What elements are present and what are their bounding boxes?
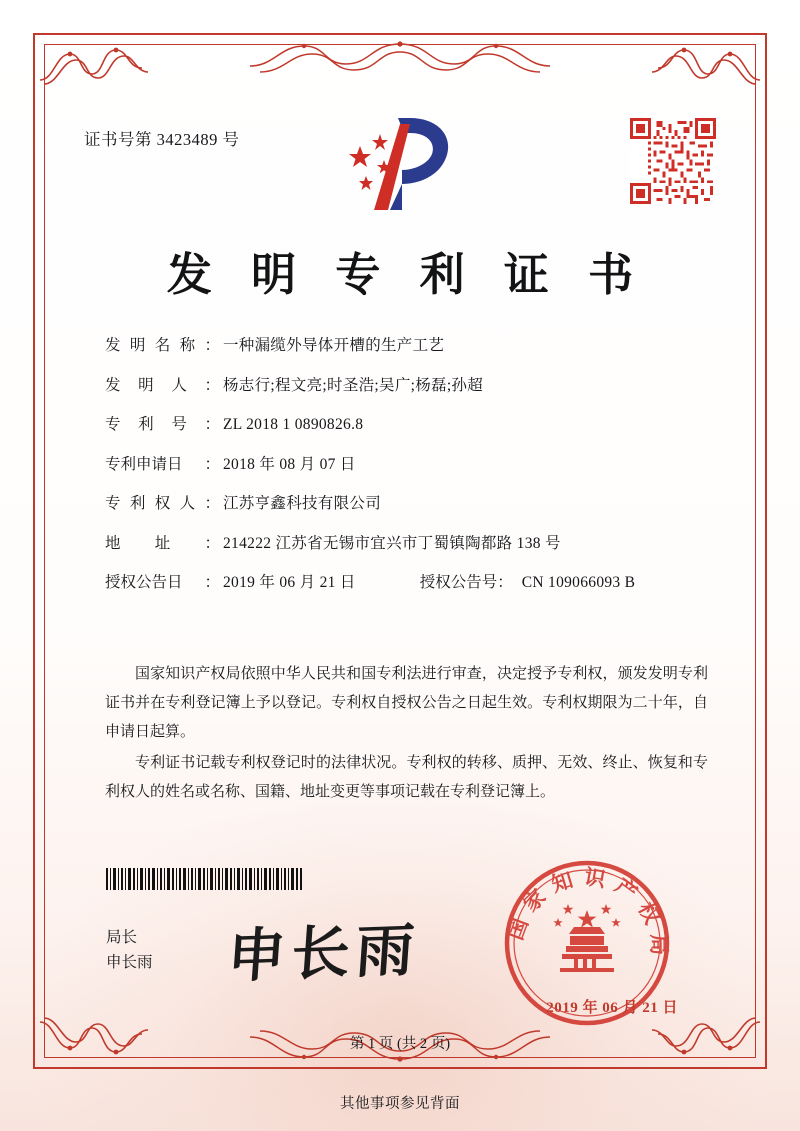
label-address: 地 址 ： [105,534,220,552]
value-application-date: 2018 年 08 月 07 日 [223,455,356,473]
field-list [105,338,710,615]
footer-note: 其他事项参见背面 [340,1096,460,1112]
label-inventors: 发 明 人 ： [105,376,220,394]
field-grant-announcement [105,575,710,591]
page-number: 第 1 页 (共 2 页) [349,1036,451,1052]
label-application-date: 专利申请日 ： [105,455,220,473]
barcode [106,868,302,890]
label-grant-number: 授权公告号： [419,574,513,591]
field-address [105,536,710,552]
label-patent-number: 专 利 号 ： [105,416,220,433]
field-patentee [105,496,710,512]
legal-paragraph-1: 国家知识产权局依照中华人民共和国专利法进行审查，决定授予专利权，颁发发明专利证书并在专利登记簿上予以登记。专利权自授权公告之日起生效。专利权期限为二十年，自申请日起算。 [105,666,708,740]
director-name: 申长雨 [106,954,153,971]
value-patentee: 江苏亨鑫科技有限公司 [223,495,382,512]
label-invention-title: 发 明 名 称 ： [105,337,220,354]
legal-text [105,660,708,809]
field-invention-title [105,338,710,354]
certificate-number: 证书号第 3423489 号 [84,130,240,149]
director-block [106,925,153,975]
field-patent-number [105,417,710,433]
value-patent-number: ZL 2018 1 0890826.8 [223,416,364,433]
handwritten-signature: 申长雨 [225,917,423,990]
value-address: 214222 江苏省无锡市宜兴市丁蜀镇陶都路 138 号 [223,534,561,552]
field-inventors [105,378,710,394]
legal-paragraph-2: 专利证书记载专利权登记时的法律状况。专利权的转移、质押、无效、终止、恢复和专利权人的姓名或名称、国籍、地址变更等事项记载在专利登记簿上。 [105,755,708,800]
director-label: 局长 [106,929,138,946]
value-grant-date: 2019 年 06 月 21 日 [223,574,356,591]
page-title: 发 明 专 利 证 书 [166,250,648,300]
label-patentee: 专 利 权 人 ： [105,495,220,512]
field-application-date [105,457,710,473]
qr-code [630,118,716,204]
seal-date: 2019 年 06 月 21 日 [546,1000,678,1016]
value-grant-number: CN 109066093 B [521,574,636,591]
cnipa-logo [340,114,460,218]
value-invention-title: 一种漏缆外导体开槽的生产工艺 [223,337,445,354]
svg-text:国家知识产权局: 国家知识产权局 [503,864,672,965]
value-inventors: 杨志行;程文亮;时圣浩;吴广;杨磊;孙超 [223,376,484,394]
label-grant-date: 授权公告日 ： [105,574,220,591]
